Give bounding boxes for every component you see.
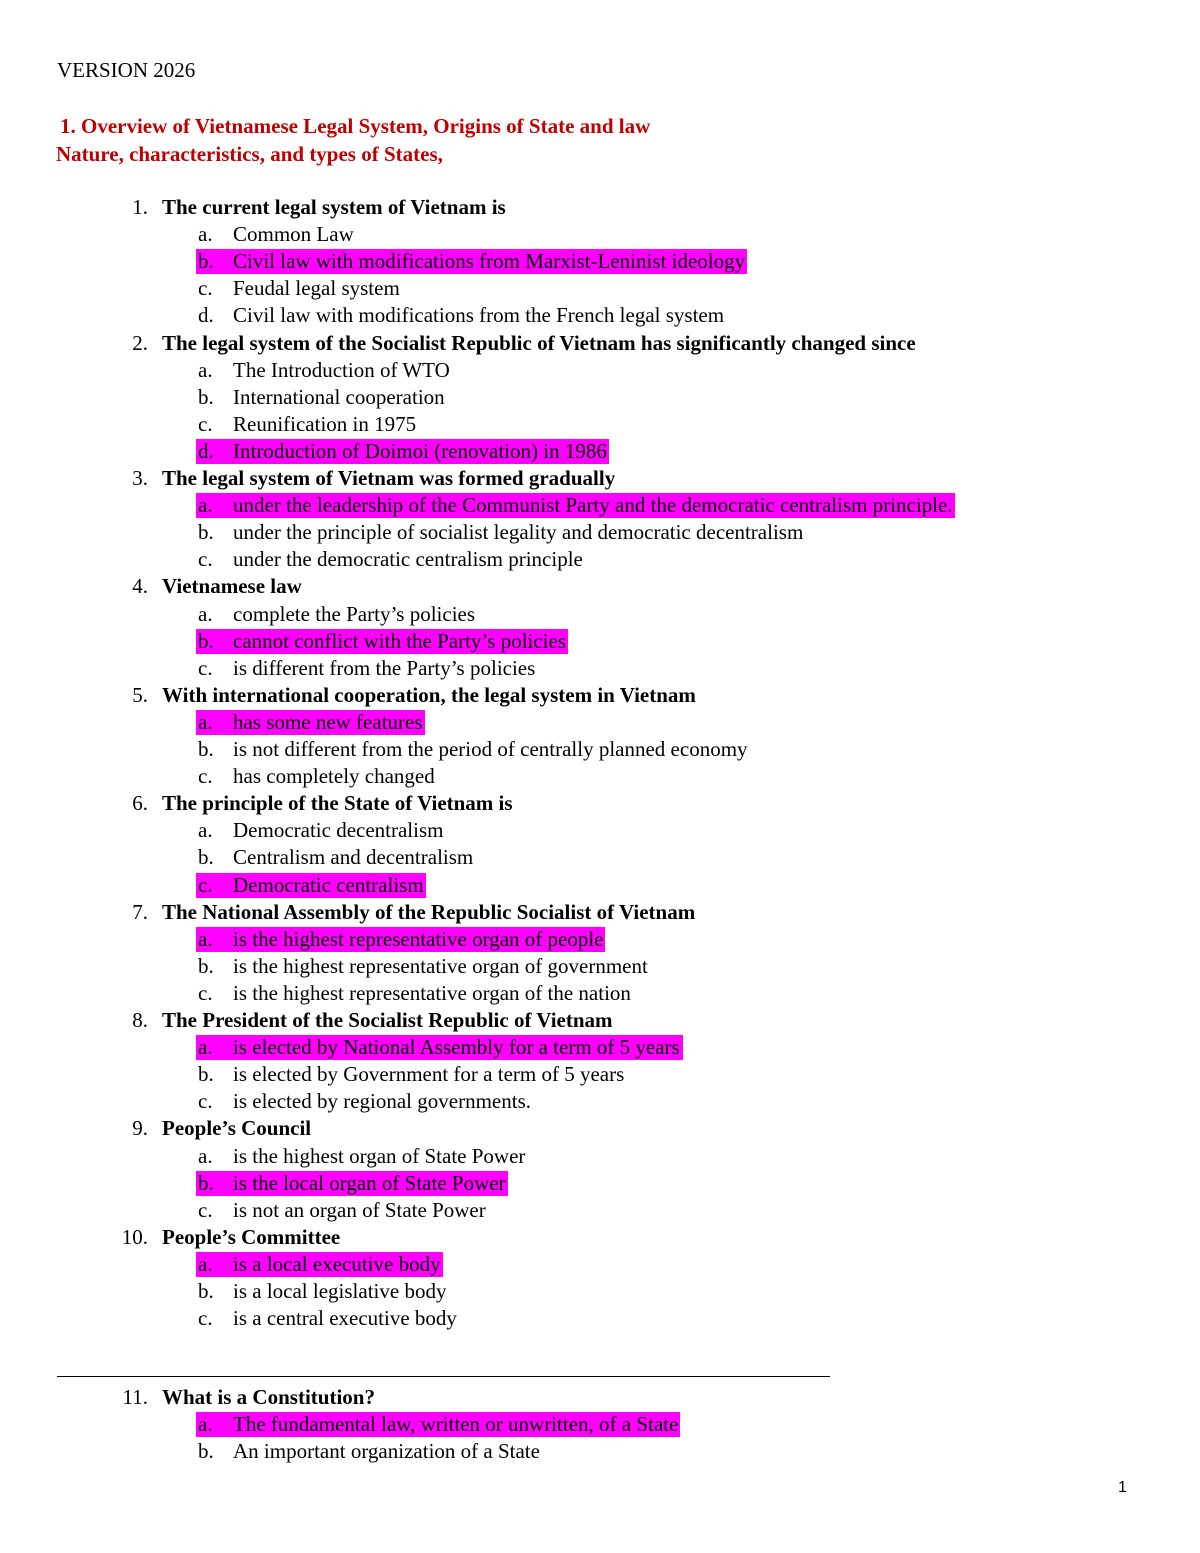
option-letter: a. [198, 1143, 213, 1168]
option-letter: c. [198, 1089, 213, 1114]
option-text: is elected by National Assembly for a term of 5 years [233, 1035, 680, 1060]
option-letter: a. [198, 222, 213, 247]
option-letter: b. [198, 1170, 214, 1195]
question-text: People’s Committee [162, 1224, 341, 1249]
option-letter: a. [198, 1035, 213, 1060]
option-letter: c. [198, 980, 213, 1005]
option-text: under the leadership of the Communist Party and the democratic centralism principle. [233, 493, 953, 518]
option-letter: c. [198, 872, 213, 897]
option-text: is the highest organ of State Power [233, 1143, 526, 1168]
option-text: is not different from the period of centrally planned economy [233, 737, 748, 761]
option-text: is a local legislative body [233, 1279, 447, 1303]
option-letter: b. [198, 249, 214, 274]
question-text: The National Assembly of the Republic Socialist of Vietnam [162, 899, 696, 924]
option-text: Feudal legal system [233, 276, 400, 301]
option-letter: c. [198, 1306, 213, 1331]
section-divider [57, 1376, 830, 1377]
question-text: With international cooperation, the legal system in Vietnam [162, 682, 696, 707]
option-letter: a. [198, 1251, 213, 1276]
option-letter: b. [198, 1439, 214, 1464]
question-number: 7. [132, 899, 148, 924]
option-letter: a. [198, 818, 213, 843]
option-text: is the highest representative organ of people [233, 926, 604, 951]
option-text: Reunification in 1975 [233, 411, 417, 436]
option-text: Centralism and decentralism [233, 845, 474, 870]
question-number: 10. [121, 1224, 148, 1249]
option-text: Common Law [233, 222, 354, 247]
option-letter: a. [198, 601, 213, 626]
option-text: Civil law with modifications from the French legal system [233, 303, 725, 328]
question-number: 8. [132, 1008, 148, 1032]
option-letter: a. [198, 709, 213, 734]
option-letter: b. [198, 628, 214, 653]
option-letter: c. [198, 764, 213, 789]
option-text: is the local organ of State Power [233, 1170, 506, 1195]
option-letter: b. [198, 384, 214, 409]
option-text: is a local executive body [233, 1251, 441, 1276]
question-text: People’s Council [162, 1116, 312, 1141]
option-text: Democratic centralism [233, 872, 424, 897]
option-letter: a. [198, 357, 213, 382]
option-text: Introduction of Doimoi (renovation) in 1986 [233, 438, 607, 463]
question-number: 3. [132, 466, 148, 490]
option-text: International cooperation [233, 384, 445, 409]
option-text: is elected by Government for a term of 5 years [233, 1062, 625, 1087]
option-letter: a. [198, 493, 213, 518]
option-text: The Introduction of WTO [233, 357, 450, 382]
option-letter: b. [198, 737, 214, 761]
option-letter: a. [198, 1412, 213, 1437]
question-number: 11. [122, 1385, 148, 1409]
option-letter: b. [198, 520, 214, 545]
section-heading: 1. Overview of Vietnamese Legal System, Origins of State and law [60, 114, 651, 138]
version-label: VERSION 2026 [57, 58, 196, 82]
option-letter: b. [198, 953, 214, 978]
section-subheading: Nature, characteristics, and types of States, [56, 142, 443, 166]
question-number: 6. [132, 791, 148, 816]
option-letter: b. [198, 845, 214, 870]
option-letter: a. [198, 926, 213, 951]
option-text: has completely changed [233, 764, 435, 789]
question-number: 4. [132, 574, 148, 599]
option-letter: d. [198, 438, 214, 463]
option-text: under the democratic centralism principle [233, 547, 583, 572]
question-number: 5. [132, 682, 148, 707]
question-text: The principle of the State of Vietnam is [162, 791, 513, 816]
question-number: 9. [132, 1116, 148, 1141]
question-text: What is a Constitution? [162, 1385, 375, 1409]
question-text: The legal system of the Socialist Republic of Vietnam has significantly changed since [162, 330, 916, 355]
question-text: Vietnamese law [162, 574, 302, 599]
question-text: The President of the Socialist Republic of Vietnam [162, 1008, 613, 1032]
option-letter: c. [198, 655, 213, 680]
option-text: The fundamental law, written or unwritten, of a State [233, 1412, 679, 1437]
option-text: complete the Party’s policies [233, 601, 476, 626]
option-letter: d. [198, 303, 214, 328]
option-letter: c. [198, 1197, 213, 1222]
option-text: under the principle of socialist legality and democratic decentralism [233, 520, 804, 545]
option-text: An important organization of a State [233, 1439, 540, 1464]
question-text: The legal system of Vietnam was formed gradually [162, 466, 616, 490]
option-text: is the highest representative organ of government [233, 953, 648, 978]
option-text: is not an organ of State Power [233, 1197, 486, 1222]
option-letter: c. [198, 411, 213, 436]
question-text: The current legal system of Vietnam is [162, 195, 506, 219]
option-letter: b. [198, 1279, 214, 1303]
option-text: cannot conflict with the Party’s policies [233, 628, 567, 653]
question-number: 1. [132, 195, 148, 219]
option-text: Civil law with modifications from Marxist-Leninist ideology [233, 249, 746, 274]
option-text: has some new features [233, 709, 423, 734]
option-letter: c. [198, 276, 213, 301]
option-text: Democratic decentralism [233, 818, 444, 843]
option-text: is the highest representative organ of the nation [233, 980, 631, 1005]
option-letter: b. [198, 1062, 214, 1087]
option-text: is different from the Party’s policies [233, 655, 536, 680]
option-text: is elected by regional governments. [233, 1089, 531, 1114]
page-number: 1 [1118, 1479, 1127, 1496]
option-text: is a central executive body [233, 1306, 457, 1331]
option-letter: c. [198, 547, 213, 572]
question-number: 2. [132, 330, 148, 355]
